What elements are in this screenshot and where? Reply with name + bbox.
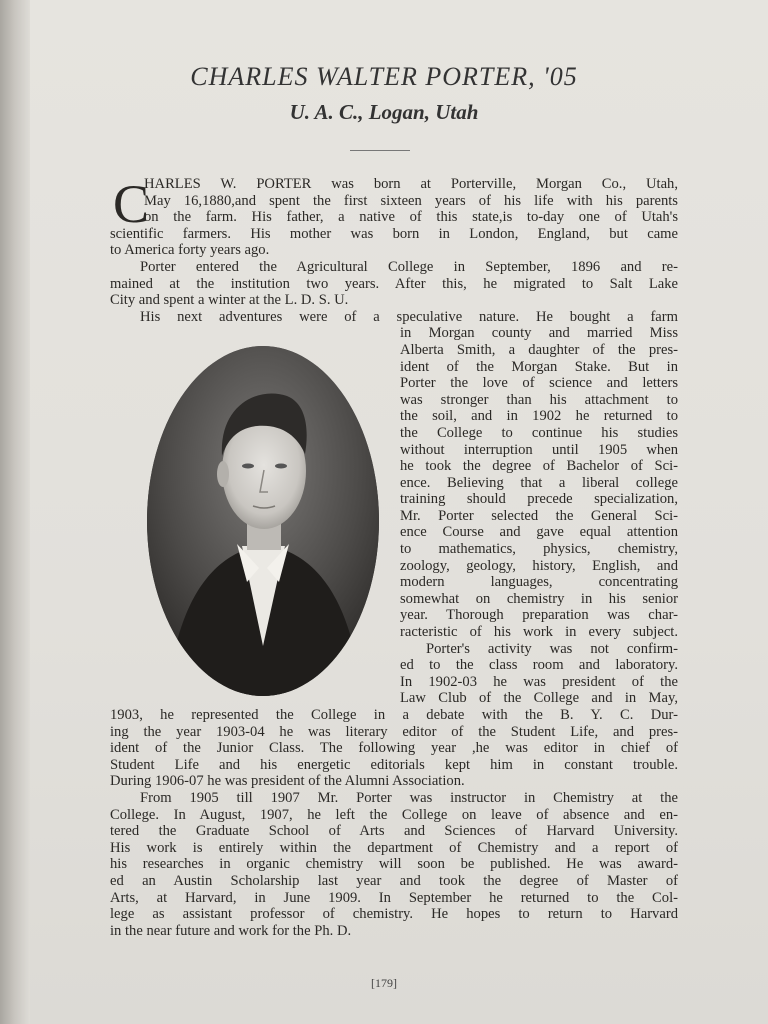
- page-subtitle: U. A. C., Logan, Utah: [289, 100, 479, 124]
- text-line: his researches in organic chemistry will soon be published. He was award-: [110, 856, 678, 873]
- text-line: His next adventures were of a speculative nature. He bought a farm: [140, 308, 678, 325]
- text-line: ed to the class room and laboratory.: [400, 657, 678, 674]
- divider-rule: [350, 150, 410, 151]
- book-gutter: [0, 0, 30, 1024]
- text-line: ident of the Junior Class. The following year ,he was editor in chief of: [110, 740, 678, 757]
- text-line: Mr. Porter selected the General Sci-: [400, 507, 678, 524]
- text-line: HARLES W. PORTER was born at Porterville, Morgan Co., Utah,: [144, 176, 678, 192]
- text-line: His work is entirely within the department of Chemistry and a report of: [110, 839, 678, 856]
- text-line: the College to continue his studies: [400, 424, 678, 441]
- text-line: Porter entered the Agricultural College in September, 1896 and re-: [140, 258, 678, 275]
- text-line: modern languages, concentrating: [400, 574, 678, 591]
- text-line: ence. Believing that a liberal college: [400, 474, 678, 491]
- page-number: [179]: [371, 976, 397, 990]
- text-line: Law Club of the College and in May,: [400, 690, 678, 707]
- text-line: to America forty years ago.: [110, 242, 270, 259]
- text-line: tered the Graduate School of Arts and Sciences of Harvard University.: [110, 823, 678, 840]
- text-line: ed an Austin Scholarship last year and took the degree of Master of: [110, 872, 678, 889]
- text-line: year. Thorough preparation was char-: [400, 607, 678, 624]
- text-line: City and spent a winter at the L. D. S. U.: [110, 292, 349, 309]
- wrap-column: [110, 325, 678, 707]
- page-title: CHARLES WALTER PORTER, '05: [190, 62, 578, 91]
- text-line: without interruption until 1905 when: [400, 441, 678, 458]
- text-line: Student Life and his energetic editorials kept him in constant trouble.: [110, 756, 678, 773]
- text-line: 1903, he represented the College in a debate with the B. Y. C. Dur-: [110, 707, 678, 723]
- text-line: somewhat on chemistry in his senior: [400, 590, 678, 607]
- text-line: lege as assistant professor of chemistry. He hopes to return to Harvard: [110, 906, 678, 923]
- text-line: was stronger than his attachment to: [400, 391, 678, 408]
- text-line: scientific farmers. His mother was born in London, England, but came: [110, 225, 678, 242]
- text-line: Alberta Smith, a daughter of the pres-: [400, 341, 678, 358]
- text-line: on the farm. His father, a native of this state,is to-day one of Utah's: [144, 209, 678, 226]
- text-line: ing the year 1903-04 he was literary editor of the Student Life, and pres-: [110, 723, 678, 740]
- text-line: mained at the institution two years. After this, he migrated to Salt Lake: [110, 275, 678, 292]
- text-line: the soil, and in 1902 he returned to: [400, 408, 678, 425]
- text-line: Arts, at Harvard, in June 1909. In September he returned to the Col-: [110, 889, 678, 906]
- text-line: May 16,1880,and spent the first sixteen years of his life with his parents: [144, 192, 678, 209]
- text-line: he took the degree of Bachelor of Sci-: [400, 458, 678, 475]
- text-line: ident of the Morgan Stake. But in: [400, 358, 678, 375]
- text-line: In 1902-03 he was president of the: [400, 673, 678, 690]
- drop-cap: C: [113, 174, 150, 234]
- text-line: training should precede specialization,: [400, 491, 678, 508]
- text-line: ence Course and gave equal attention: [400, 524, 678, 541]
- biography-text: [110, 176, 678, 939]
- text-line: From 1905 till 1907 Mr. Porter was instructor in Chemistry at the: [140, 789, 678, 806]
- text-line: During 1906-07 he was president of the Alumni Association.: [110, 773, 465, 790]
- text-line: racteristic of his work in every subject.: [400, 624, 678, 641]
- text-line: to mathematics, physics, chemistry,: [400, 541, 678, 558]
- text-line: zoology, geology, history, English, and: [400, 557, 678, 574]
- text-line: Porter the love of science and letters: [400, 375, 678, 392]
- text-line: in the near future and work for the Ph. D.: [110, 922, 352, 939]
- text-line: in Morgan county and married Miss: [400, 325, 678, 342]
- text-line: Porter's activity was not confirm-: [426, 640, 678, 657]
- text-line: College. In August, 1907, he left the College on leave of absence and en-: [110, 806, 678, 823]
